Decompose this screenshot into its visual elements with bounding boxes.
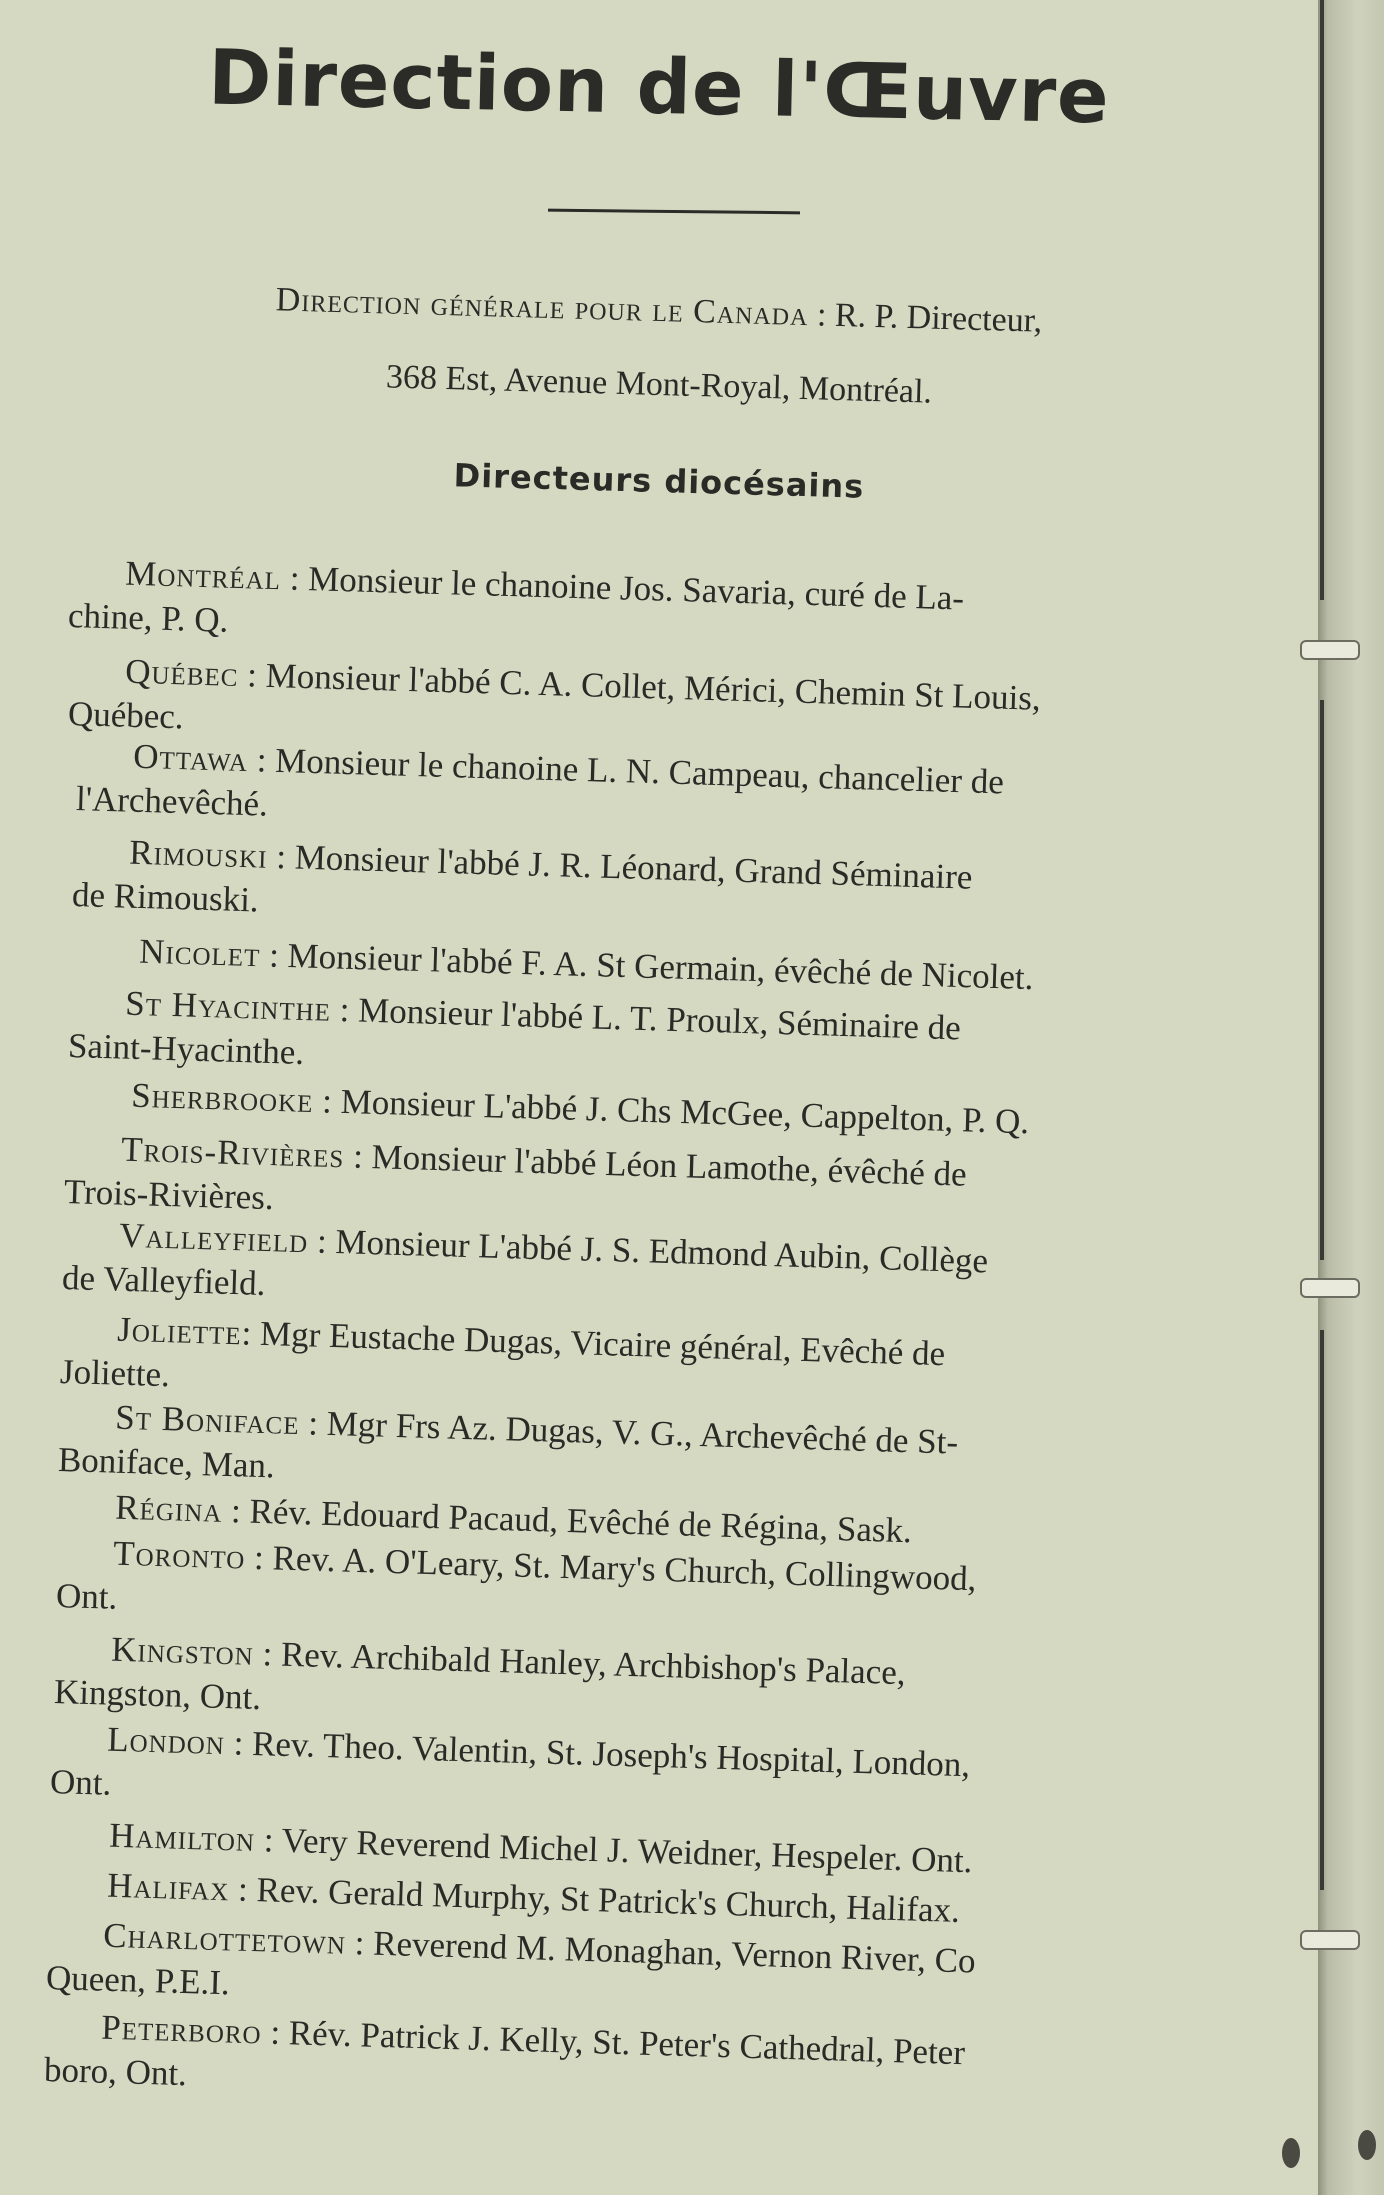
binding-hole bbox=[1282, 2138, 1300, 2168]
entry-continuation: Ont. bbox=[55, 1575, 118, 1617]
diocese-name: St Hyacinthe bbox=[124, 983, 332, 1029]
diocese-name: Trois-Rivières bbox=[120, 1129, 345, 1176]
binding-stitch bbox=[1300, 1930, 1360, 1950]
entry-continuation: Boniface, Man. bbox=[57, 1439, 276, 1486]
section-heading: Directeurs diocésains bbox=[453, 456, 865, 506]
entry-continuation: l'Archevêché. bbox=[75, 778, 269, 824]
diocese-name: St Boniface bbox=[114, 1397, 301, 1443]
director-text: : Rev. Theo. Valentin, St. Joseph's Hospital, London, bbox=[224, 1723, 971, 1785]
entry-continuation: Trois-Rivières. bbox=[63, 1171, 275, 1218]
diocese-name: Nicolet bbox=[138, 931, 262, 975]
director-text: : Reverend M. Monaghan, Vernon River, Co bbox=[345, 1922, 977, 1981]
director-text: : Monsieur le chanoine L. N. Campeau, chancelier de bbox=[247, 740, 1005, 802]
diocese-name: Joliette bbox=[116, 1309, 243, 1353]
general-direction-address: 368 Est, Avenue Mont-Royal, Montréal. bbox=[385, 358, 933, 411]
diocese-name: Montréal bbox=[124, 553, 282, 598]
diocese-name: Toronto bbox=[112, 1533, 246, 1577]
diocese-name: Charlottetown bbox=[102, 1915, 347, 1962]
director-text: : Rév. Patrick J. Kelly, St. Peter's Cathedral, Peter bbox=[261, 2012, 966, 2073]
diocese-name: Québec bbox=[124, 651, 240, 695]
diocese-name: Régina bbox=[114, 1487, 223, 1530]
spine-line bbox=[1320, 0, 1324, 600]
entry-continuation: Kingston, Ont. bbox=[53, 1671, 262, 1718]
director-text: : Monsieur l'abbé F. A. St Germain, évêché de Nicolet. bbox=[259, 935, 1035, 998]
entry-continuation: Saint-Hyacinthe. bbox=[67, 1025, 305, 1072]
general-direction-text: : R. P. Directeur, bbox=[807, 296, 1043, 340]
binding-hole bbox=[1358, 2130, 1376, 2160]
entry-continuation: Ont. bbox=[49, 1761, 112, 1803]
diocese-name: Sherbrooke bbox=[130, 1075, 315, 1121]
director-text: : Monsieur l'abbé J. R. Léonard, Grand Séminaire bbox=[266, 836, 974, 897]
director-text: : Rev. Gerald Murphy, St Patrick's Church, Halifax. bbox=[228, 1869, 961, 1930]
entry-continuation: Québec. bbox=[67, 693, 185, 737]
binding-stitch bbox=[1300, 640, 1360, 660]
director-text: : Monsieur l'abbé L. T. Proulx, Séminaire de bbox=[330, 989, 962, 1048]
page-title: Direction de l'Œuvre bbox=[207, 32, 1111, 141]
diocese-name: Rimouski bbox=[128, 832, 269, 876]
director-text: : Monsieur l'abbé C. A. Collet, Mérici, Chemin St Louis, bbox=[237, 655, 1042, 718]
director-text: : Rev. A. O'Leary, St. Mary's Church, Collingwood, bbox=[244, 1537, 977, 1599]
page-binding-edge bbox=[1318, 0, 1384, 2195]
diocese-name: Ottawa bbox=[132, 736, 249, 780]
diocese-name: London bbox=[106, 1719, 226, 1763]
director-text: : Rév. Edouard Pacaud, Evêché de Régina, Sask. bbox=[221, 1490, 913, 1551]
director-text: : Monsieur le chanoine Jos. Savaria, curé de La- bbox=[280, 558, 965, 618]
director-text: : Monsieur L'abbé J. S. Edmond Aubin, Collège bbox=[307, 1221, 989, 1281]
binding-stitch bbox=[1300, 1278, 1360, 1298]
director-text: : Monsieur L'abbé J. Chs McGee, Cappelton, P. Q. bbox=[312, 1081, 1030, 1142]
diocese-name: Hamilton bbox=[108, 1815, 256, 1859]
spine-line bbox=[1320, 1330, 1324, 1890]
entry-continuation: de Valleyfield. bbox=[61, 1257, 267, 1303]
director-text: : Mgr Frs Az. Dugas, V. G., Archevêché de St- bbox=[299, 1403, 959, 1462]
diocese-name: Halifax bbox=[106, 1865, 230, 1909]
director-text: : Very Reverend Michel J. Weidner, Hespeler. Ont. bbox=[254, 1819, 973, 1881]
diocese-name: Kingston bbox=[110, 1629, 255, 1673]
entry-continuation: boro, Ont. bbox=[43, 2049, 188, 2094]
general-direction-label: Direction générale pour le Canada bbox=[275, 281, 810, 334]
entry-continuation: chine, P. Q. bbox=[67, 595, 229, 640]
diocese-name: Peterboro bbox=[100, 2007, 263, 2052]
diocese-name: Valleyfield bbox=[118, 1215, 309, 1261]
spine-line bbox=[1320, 700, 1324, 1260]
director-text: : Monsieur l'abbé Léon Lamothe, évêché de bbox=[343, 1136, 968, 1194]
director-text: : Rev. Archibald Hanley, Archbishop's Palace, bbox=[253, 1633, 907, 1693]
entry-continuation: Joliette. bbox=[59, 1351, 171, 1395]
entry-continuation: Queen, P.E.I. bbox=[45, 1957, 231, 2003]
entry-continuation: de Rimouski. bbox=[71, 874, 260, 920]
director-text: : Mgr Eustache Dugas, Vicaire général, Evêché de bbox=[241, 1313, 946, 1374]
